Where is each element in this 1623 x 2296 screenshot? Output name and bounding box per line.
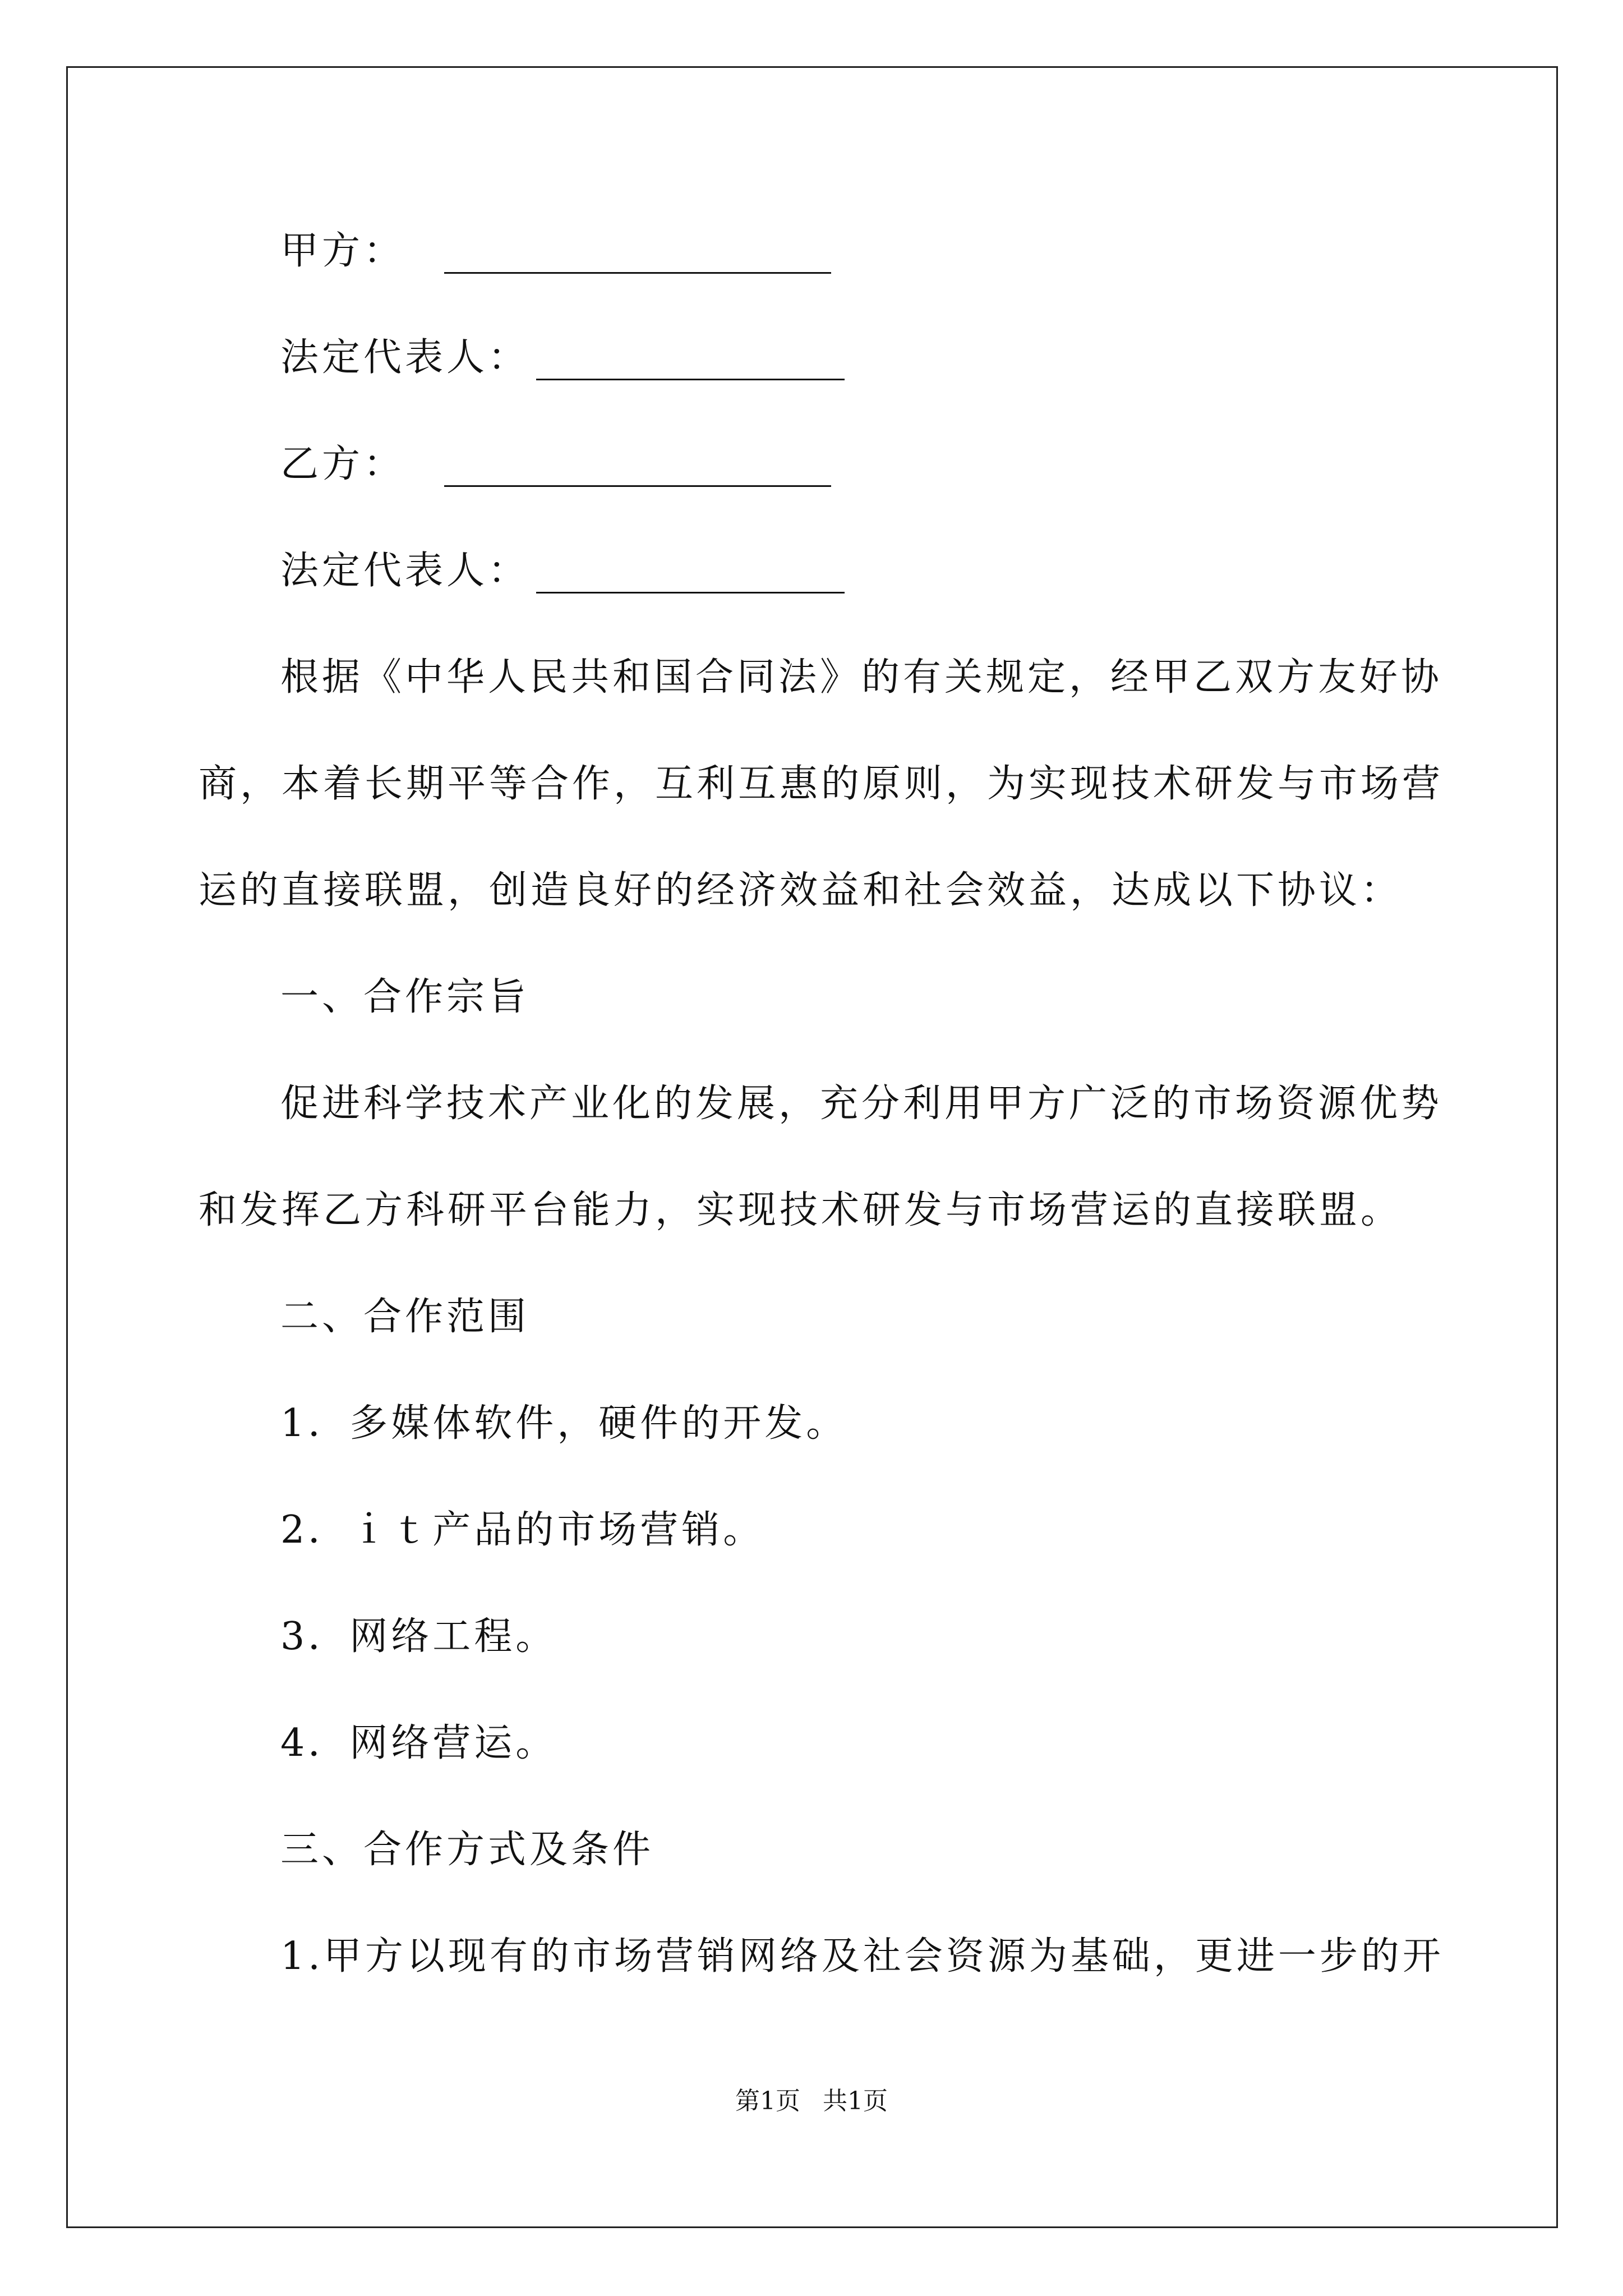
party-b-label: 乙方： bbox=[280, 442, 405, 486]
party-a-blank bbox=[444, 237, 831, 274]
section2-item-4: 4．网络营运。 bbox=[280, 1721, 557, 1765]
section2-heading: 二、合作范围 bbox=[280, 1295, 530, 1339]
section1-body-1: 促进科学技术产业化的发展，充分利用甲方广泛的市场资源优势 bbox=[280, 1082, 1443, 1126]
rep-b-line bbox=[280, 549, 845, 593]
rep-a-line bbox=[280, 335, 845, 380]
section2-item-2: 2．ｉｔ产品的市场营销。 bbox=[280, 1508, 765, 1552]
page-border bbox=[66, 66, 1558, 2228]
intro-line-1: 根据《中华人民共和国合同法》的有关规定，经甲乙双方友好协 bbox=[280, 655, 1443, 700]
party-a-label: 甲方： bbox=[280, 229, 405, 273]
section3-body-1: 1.甲方以现有的市场营销网络及社会资源为基础，更进一步的开 bbox=[280, 1934, 1444, 1978]
page-footer bbox=[0, 2087, 1623, 2116]
rep-b-label: 法定代表人： bbox=[280, 549, 530, 593]
party-a-line bbox=[280, 229, 831, 274]
section1-body-2: 和发挥乙方科研平台能力，实现技术研发与市场营运的直接联盟。 bbox=[199, 1188, 1403, 1232]
section2-item-1: 1．多媒体软件，硬件的开发。 bbox=[280, 1401, 848, 1446]
party-b-blank bbox=[444, 450, 831, 487]
intro-line-2: 商，本着长期平等合作，互利互惠的原则，为实现技术研发与市场营 bbox=[199, 762, 1444, 806]
rep-b-blank bbox=[536, 557, 845, 593]
section1-heading: 一、合作宗旨 bbox=[280, 975, 530, 1019]
intro-line-3: 运的直接联盟，创造良好的经济效益和社会效益，达成以下协议： bbox=[199, 868, 1403, 913]
page-total: 共1页 bbox=[823, 2087, 888, 2115]
section2-item-3: 3．网络工程。 bbox=[280, 1614, 557, 1659]
rep-a-blank bbox=[536, 344, 845, 380]
rep-a-label: 法定代表人： bbox=[280, 335, 530, 380]
section3-heading: 三、合作方式及条件 bbox=[280, 1828, 654, 1872]
party-b-line bbox=[280, 442, 831, 487]
page-number: 第1页 bbox=[735, 2087, 800, 2115]
